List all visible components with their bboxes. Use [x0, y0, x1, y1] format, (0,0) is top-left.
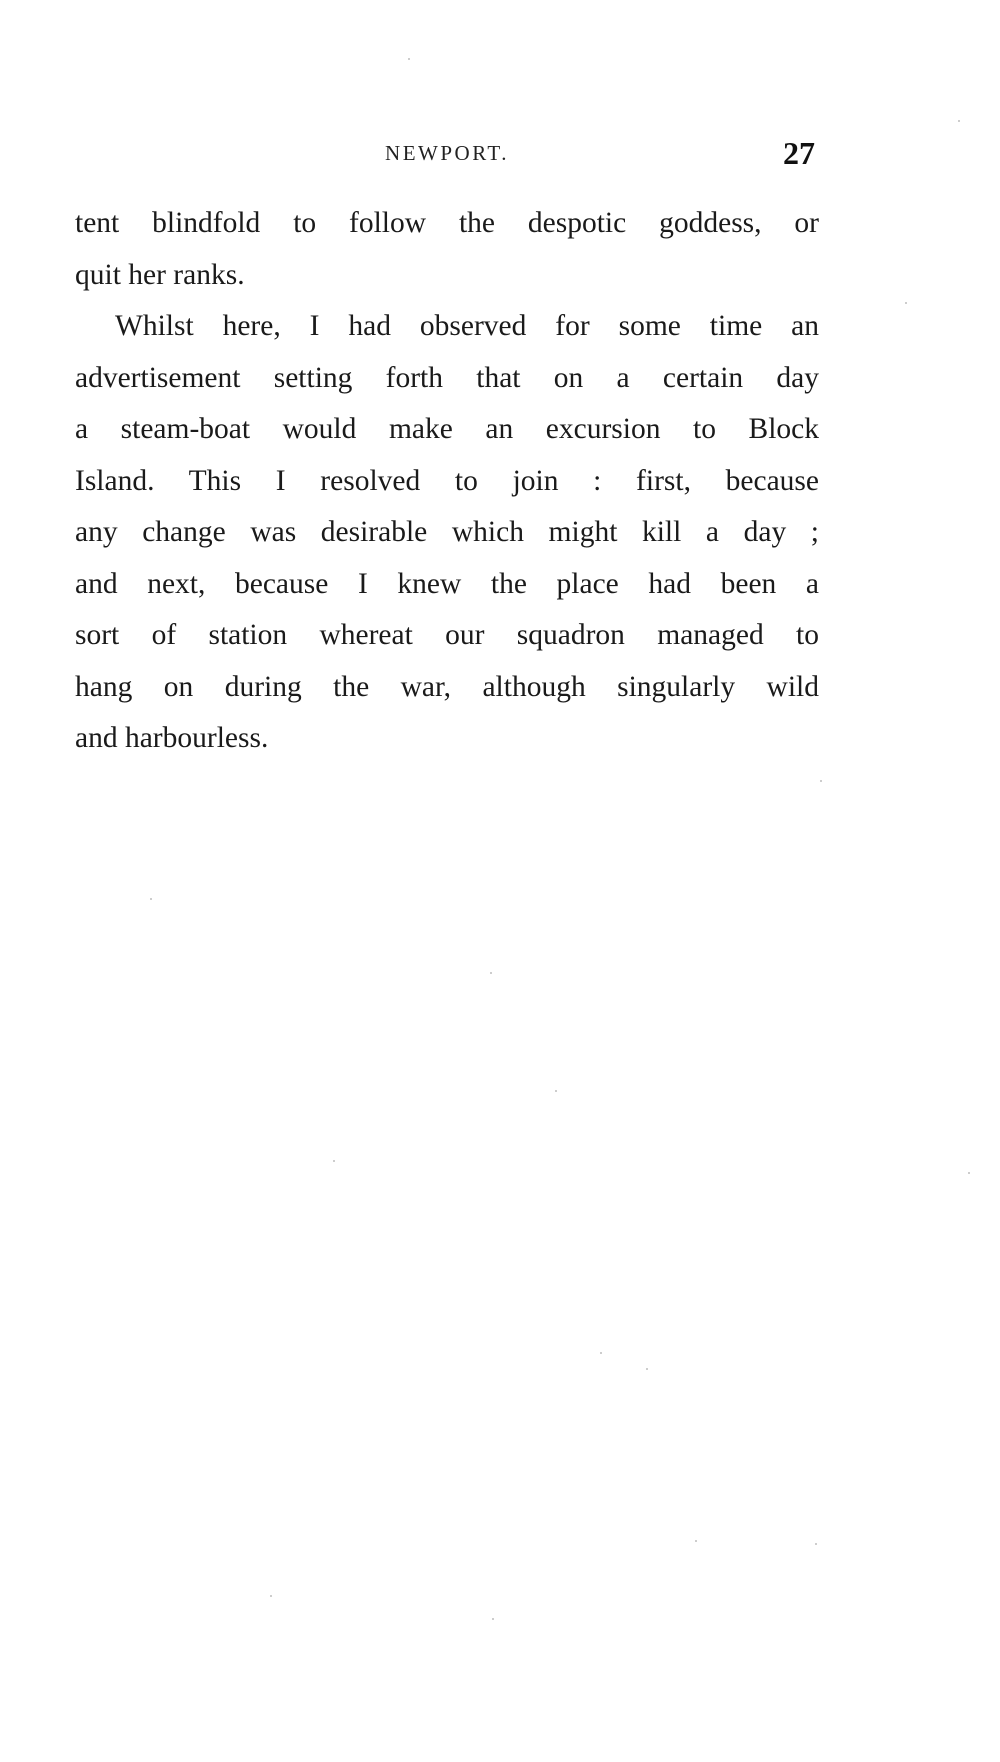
paragraph-2: [75, 301, 819, 765]
paper-speck: [490, 972, 492, 974]
paper-speck: [820, 780, 822, 782]
paper-speck: [968, 1172, 970, 1174]
page-number: 27: [783, 135, 815, 171]
text-line: Whilst here, I had observed for some time an: [115, 310, 819, 342]
text-line: any change was desirable which might kill a day ;: [75, 516, 819, 548]
text-line: sort of station whereat our squadron managed to: [75, 619, 819, 651]
running-title: NEWPORT.: [385, 141, 509, 165]
paper-speck: [492, 1618, 494, 1620]
paper-speck: [695, 1540, 697, 1542]
text-line: and harbourless.: [75, 722, 269, 754]
paper-speck: [555, 1090, 557, 1092]
paper-speck: [333, 1160, 335, 1162]
running-head: [75, 137, 819, 177]
paper-speck: [150, 898, 152, 900]
text-line: hang on during the war, although singularly wild: [75, 670, 819, 703]
paper-speck: [408, 58, 410, 60]
paper-speck: [905, 302, 907, 304]
text-line: a steam-boat would make an excursion to Block: [75, 413, 819, 445]
paper-speck: [815, 1543, 817, 1545]
paragraph-1: [75, 198, 819, 301]
text-line: advertisement setting forth that on a certain day: [75, 361, 819, 394]
text-line: quit her ranks.: [75, 258, 245, 291]
paper-speck: [646, 1368, 648, 1370]
paper-speck: [958, 120, 960, 122]
paper-speck: [600, 1352, 602, 1354]
text-line: tent blindfold to follow the despotic goddess, or: [75, 207, 819, 239]
text-line: Island. This I resolved to join : first, because: [75, 464, 819, 497]
text-line: and next, because I knew the place had been a: [75, 567, 819, 600]
body-text: [75, 198, 819, 765]
paper-speck: [270, 1595, 272, 1597]
